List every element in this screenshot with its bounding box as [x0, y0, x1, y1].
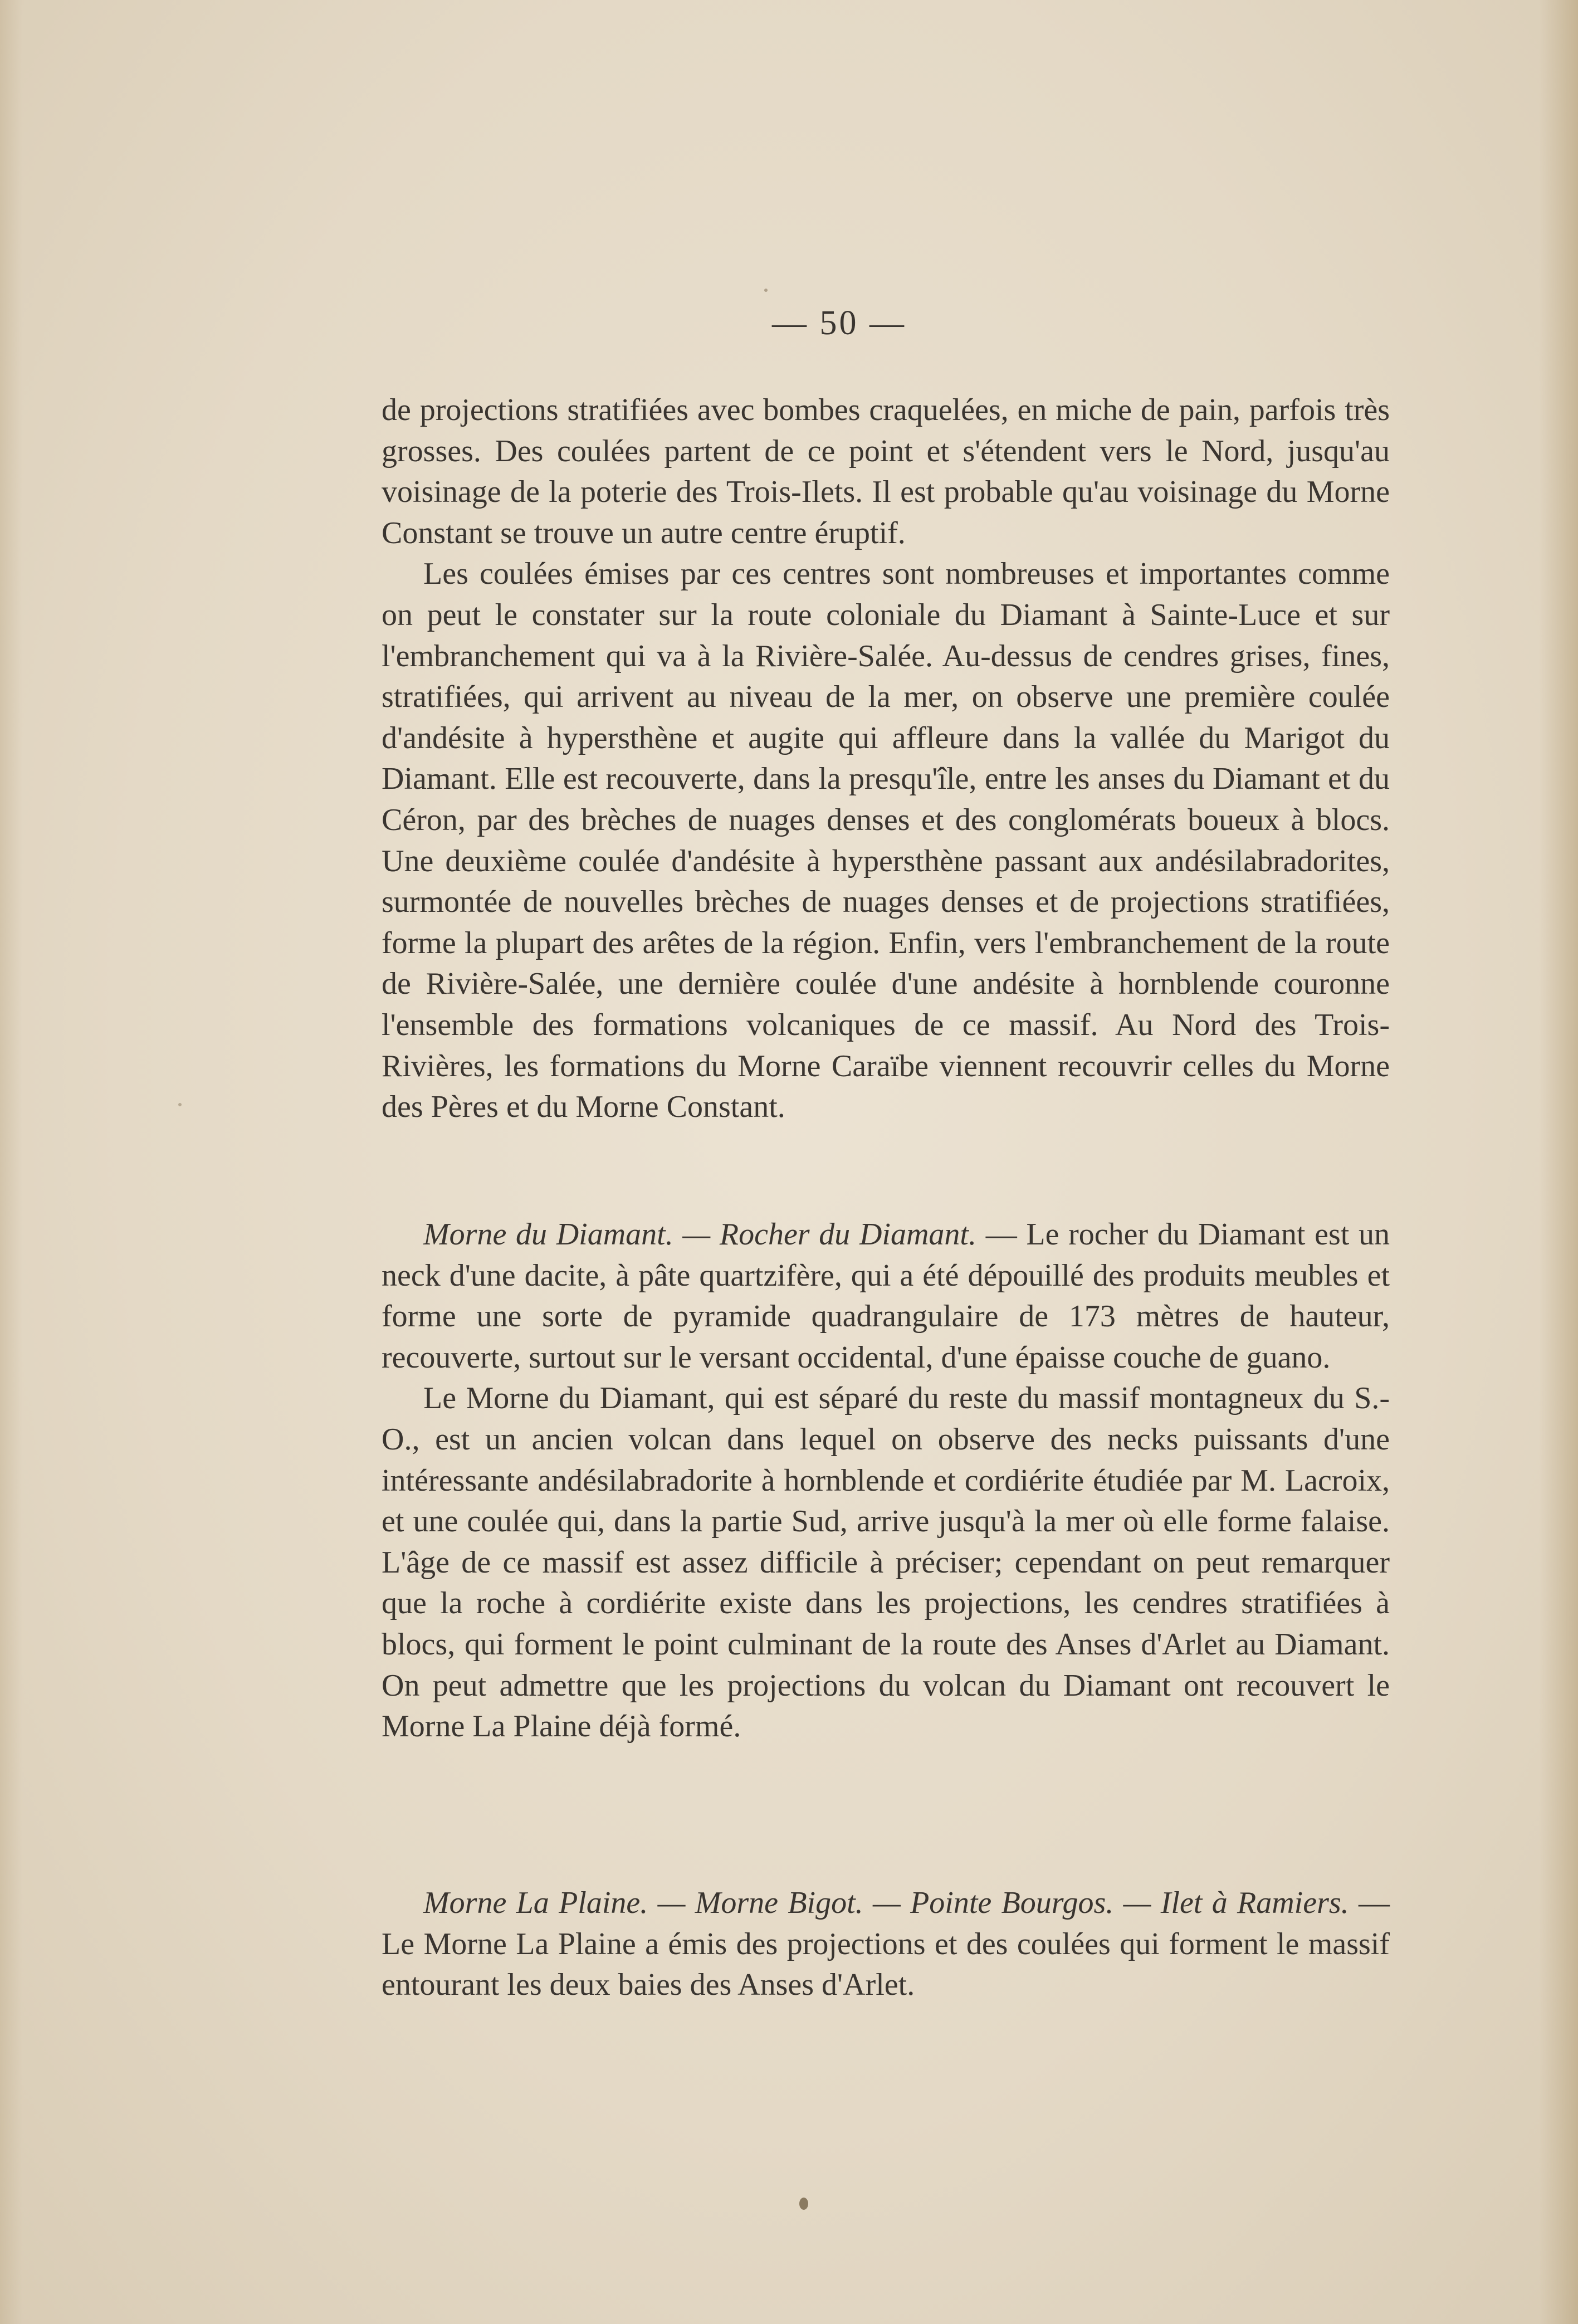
- section-lead-text: — Le rocher du Diamant est un neck d'une dacite, à pâte quartzifère, qui a été dépouillé des produits meubles et forme une sorte de pyramide quadrangulaire de 173 mètres de hauteur, recouverte, surtout sur le versant occidental, d'une épaisse couche de guano.: [382, 1217, 1390, 1375]
- page-number: — 50 —: [772, 304, 906, 342]
- section-morne-du-diamant: [382, 1214, 1390, 1747]
- page-edge-left: [0, 0, 22, 2324]
- section-paragraph-2: Le Morne du Diamant, qui est séparé du reste du massif montagneux du S.-O., est un ancien volcan dans lequel on observe des necks puissants d'une intéressante andésilabradorite à hornblende et cordiérite étudiée par M. Lacroix, et une coulée qui, dans la partie Sud, arrive jusqu'à la mer où elle forme falaise. L'âge de ce massif est assez difficile à préciser; cependant on peut remarquer que la roche à cordiérite existe dans les projections, les cendres stratifiées à blocs, qui forment le point culminant de la route des Anses d'Arlet au Diamant. On peut admettre que les projections du volcan du Diamant ont recouvert le Morne La Plaine déjà formé.: [382, 1381, 1390, 1744]
- section-paragraph-1: [382, 1214, 1390, 1378]
- paragraph-1: de projections stratifiées avec bombes craquelées, en miche de pain, parfois très grosses. Des coulées partent de ce point et s'étendent vers le Nord, jusqu'au voisinage de la poterie des Trois-Ilets. Il est probable qu'au voisinage du Morne Constant se trouve un autre centre éruptif.: [382, 393, 1390, 550]
- section-heading: Morne La Plaine. — Morne Bigot. — Pointe Bourgos. — Ilet à Ramiers.: [423, 1886, 1349, 1920]
- paper-speck: [764, 289, 768, 292]
- section-morne-la-plaine: [382, 1883, 1390, 2006]
- paper-speck: [799, 2198, 808, 2210]
- section-continuation: [382, 390, 1390, 1128]
- page-edge-right: [1539, 0, 1578, 2324]
- section-lead-text: — Le Morne La Plaine a émis des projections et des coulées qui forment le massif entourant les deux baies des Anses d'Arlet.: [382, 1886, 1390, 2003]
- section-heading: Morne du Diamant. — Rocher du Diamant.: [423, 1217, 976, 1252]
- paragraph-2: Les coulées émises par ces centres sont nombreuses et importantes comme on peut le constater sur la route coloniale du Diamant à Sainte-Luce et sur l'embranchement qui va à la Rivière-Salée. Au-dessus de cendres grises, fines, stratifiées, qui arrivent au niveau de la mer, on observe une première coulée d'andésite à hypersthène et augite qui affleure dans la vallée du Marigot du Diamant. Elle est recouverte, dans la presqu'île, entre les anses du Diamant et du Céron, par des brèches de nuages denses et des conglomérats boueux à blocs. Une deuxième coulée d'andésite à hypersthène passant aux andésilabradorites, surmontée de nouvelles brèches de nuages denses et de projections stratifiées, forme la plupart des arêtes de la région. Enfin, vers l'embranchement de la route de Rivière-Salée, une dernière coulée d'une andésite à hornblende couronne l'ensemble des formations volcaniques de ce massif. Au Nord des Trois-Rivières, les formations du Morne Caraïbe viennent recouvrir celles du Morne des Pères et du Morne Constant.: [382, 556, 1390, 1125]
- section-paragraph-1: [382, 1883, 1390, 2006]
- paper-speck: [178, 1103, 182, 1106]
